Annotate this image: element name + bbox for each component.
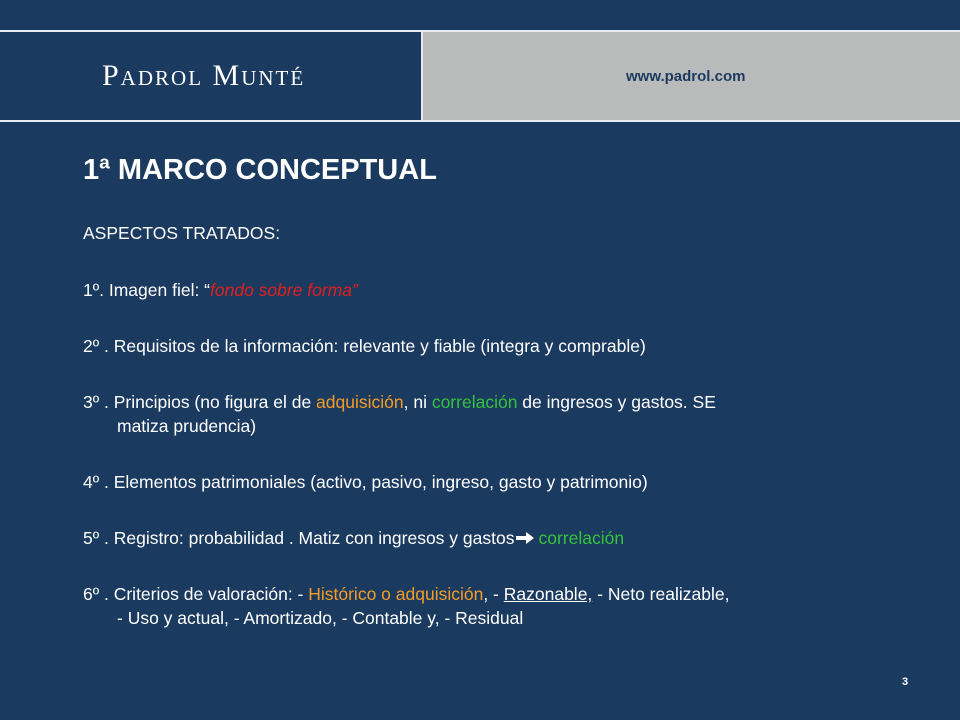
item-3-highlight-correlacion: correlación [431, 392, 518, 412]
item-6-prefix: 6º . Criterios de valoración: - [83, 584, 309, 604]
list-item-6-continuation: - Uso y actual, - Amortizado, - Contable y, - Residual [117, 608, 524, 628]
item-3-suffix: de ingresos y gastos. SE [517, 392, 716, 412]
slide-title: 1ª MARCO CONCEPTUAL [83, 154, 437, 186]
item-6-underlined: Razonable, [503, 584, 593, 604]
subtitle: ASPECTOS TRATADOS: [83, 223, 281, 243]
website-url: www.padrol.com [626, 67, 746, 85]
item-3-prefix: 3º . Principios (no figura el de [83, 392, 317, 412]
item-6-mid: , - [483, 584, 504, 604]
logo-cell [0, 32, 423, 120]
list-item-1 [83, 278, 358, 302]
item-3-mid: , ni [403, 392, 432, 412]
logo: Padrol Munté [102, 59, 306, 92]
item-1-suffix: ” [352, 280, 358, 300]
item-3-highlight-adquisicion: adquisición [316, 392, 404, 412]
list-item-3 [83, 390, 716, 414]
list-item-4: 4º . Elementos patrimoniales (activo, pasivo, ingreso, gasto y patrimonio) [83, 472, 648, 492]
arrow-right-icon [516, 532, 534, 544]
item-6-suffix: - Neto realizable, [592, 584, 730, 604]
item-5-highlight: correlación [538, 528, 625, 548]
list-item-3-continuation: matiza prudencia) [117, 416, 257, 436]
list-item-6 [83, 582, 729, 606]
header [0, 30, 960, 122]
item-6-highlight: Histórico o adquisición [308, 584, 484, 604]
item-1-highlight: fondo sobre forma [210, 280, 353, 300]
item-1-prefix: 1º. Imagen fiel: “ [83, 280, 211, 300]
top-strip [0, 0, 960, 30]
page-number: 3 [902, 676, 909, 688]
item-5-prefix: 5º . Registro: probabilidad . Matiz con ingresos y gastos [83, 528, 515, 548]
url-cell [423, 32, 960, 120]
list-item-2: 2º . Requisitos de la información: relevante y fiable (integra y comprable) [83, 336, 646, 356]
list-item-5 [83, 526, 624, 550]
